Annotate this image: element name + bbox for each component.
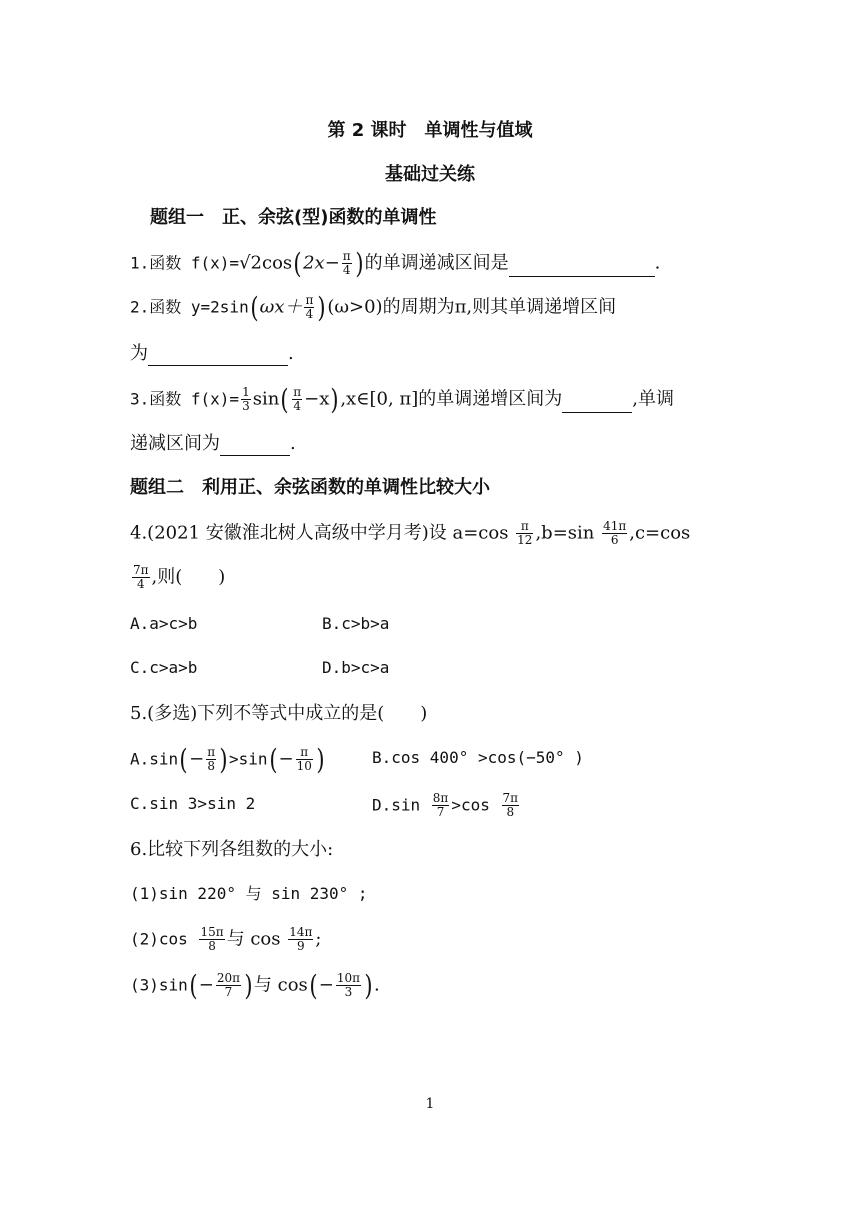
answer-blank[interactable] bbox=[562, 394, 632, 413]
option-5a[interactable]: A.sin(− $\frac{\pi}{8}$ )>sin(− $\frac{\pi}{10}$ ) bbox=[130, 742, 325, 776]
fraction: $\frac{7\pi}{8}$ bbox=[502, 791, 519, 819]
option-4b[interactable]: B.c>b>a bbox=[322, 614, 390, 633]
group-heading-2: 题组二 利用正、余弦函数的单调性比较大小 bbox=[130, 477, 490, 498]
answer-blank[interactable] bbox=[220, 437, 290, 456]
fraction: $\frac{7\pi}{4}$ bbox=[133, 563, 149, 591]
option-5c[interactable]: C.sin 3>sin 2 bbox=[130, 794, 256, 813]
fraction: $\frac{14\pi}{9}$ bbox=[289, 925, 313, 953]
fraction: $\frac{\pi}{12}$ bbox=[517, 519, 533, 547]
fraction: $\frac{41\pi}{6}$ bbox=[603, 519, 627, 547]
fraction: $\frac{1}{3}$ bbox=[242, 385, 250, 413]
answer-blank[interactable] bbox=[509, 258, 655, 277]
fraction: $\frac{20\pi}{7}$ bbox=[216, 971, 240, 999]
option-5b[interactable]: B.cos 400° >cos(−50° ) bbox=[372, 748, 584, 767]
page-title: 第 2 课时 单调性与值域 bbox=[327, 120, 533, 141]
question-6-part-1: (1)sin 220° 与 sin 230° ; bbox=[130, 884, 368, 903]
section-subtitle: 基础过关练 bbox=[385, 164, 475, 185]
question-3-line-2: 递减区间为 . bbox=[130, 433, 296, 454]
question-6-part-3: (3)sin(− $\frac{20\pi}{7}$ )与 cos(− $\frac{10\pi}{3}$ ). bbox=[130, 968, 380, 1002]
fraction: $\frac{\pi}{4}$ bbox=[342, 249, 351, 277]
option-4d[interactable]: D.b>c>a bbox=[322, 658, 390, 677]
fraction: $\frac{10\pi}{3}$ bbox=[336, 971, 360, 999]
fraction: $\frac{8\pi}{7}$ bbox=[432, 791, 449, 819]
question-2: 2.函数 y=2sin(ωx＋ $\frac{\pi}{4}$ )(ω>0)的周期为π,则其单调递增区间 bbox=[130, 290, 617, 324]
fraction: $\frac{\pi}{8}$ bbox=[207, 745, 216, 773]
question-1: 1.函数 f(x)=√2cos(2x− $\frac{\pi}{4}$ )的单调递减区间是 . bbox=[130, 246, 661, 280]
fraction: $\frac{\pi}{10}$ bbox=[296, 745, 312, 773]
question-2-line-2: 为 . bbox=[130, 343, 294, 364]
fraction: $\frac{15\pi}{8}$ bbox=[200, 925, 224, 953]
question-4: 4.(2021 安徽淮北树人高级中学月考)设 a=cos $\frac{\pi}{12}$ ,b=sin $\frac{41\pi}{6}$ ,c=cos bbox=[130, 519, 691, 547]
fraction: $\frac{\pi}{4}$ bbox=[293, 385, 302, 413]
question-4-line-2: $\frac{7\pi}{4}$ ,则( ) bbox=[133, 563, 226, 591]
option-4c[interactable]: C.c>a>b bbox=[130, 658, 198, 677]
group-heading-1: 题组一 正、余弦(型)函数的单调性 bbox=[150, 207, 437, 228]
question-6: 6.比较下列各组数的大小: bbox=[130, 839, 334, 860]
answer-blank[interactable] bbox=[148, 347, 288, 366]
question-3: 3.函数 f(x)= $\frac{1}{3}$ sin( $\frac{\pi}{4}$ −x),x∈[0, π]的单调递增区间为 ,单调 bbox=[130, 382, 675, 416]
question-6-part-2: (2)cos $\frac{15\pi}{8}$ 与 cos $\frac{14\pi}{9}$ ; bbox=[130, 925, 322, 953]
page-number: 1 bbox=[425, 1096, 435, 1112]
fraction: $\frac{\pi}{4}$ bbox=[305, 293, 314, 321]
question-5: 5.(多选)下列不等式中成立的是( ) bbox=[130, 703, 428, 724]
option-5d[interactable]: D.sin $\frac{8\pi}{7}$ >cos $\frac{7\pi}{8}$ bbox=[372, 791, 519, 819]
option-4a[interactable]: A.a>c>b bbox=[130, 614, 198, 633]
